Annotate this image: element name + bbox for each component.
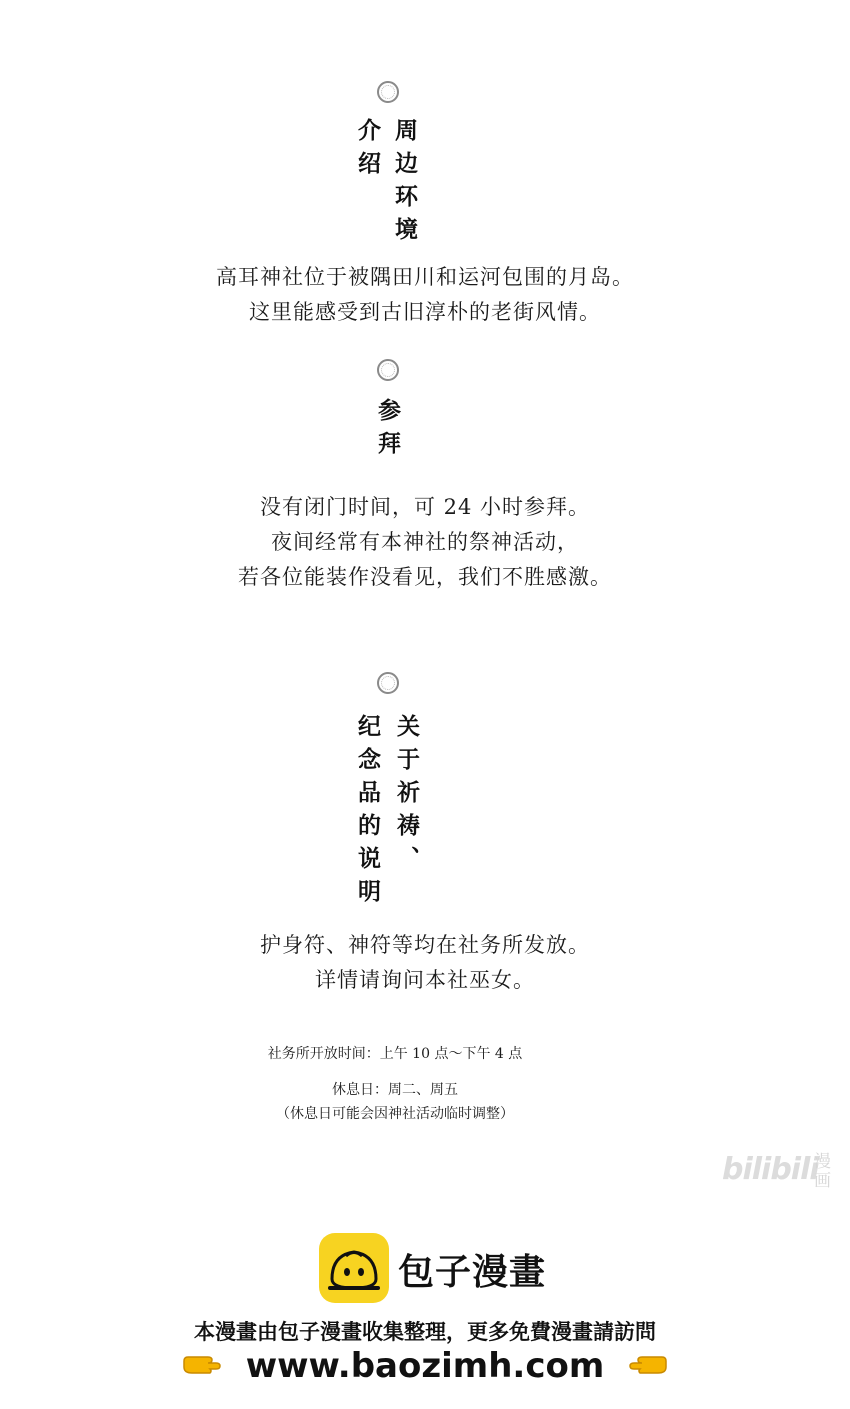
section-heading-column: 周边环境: [391, 118, 417, 250]
section-heading-column: 纪念品的说明: [354, 714, 380, 912]
office-hours: 社务所开放时间：上午 10 点～下午 4 点: [267, 1046, 523, 1062]
body-line: 若各位能装作没看见，我们不胜感激。: [238, 565, 612, 589]
footer-url-row: [0, 1346, 850, 1388]
footer-url-link[interactable]: www.baozimh.com: [245, 1346, 605, 1386]
body-line: 高耳神社位于被隅田川和运河包围的月岛。: [216, 265, 634, 289]
bilibili-watermark: bilibili: [722, 1152, 819, 1187]
pointing-hand-icon: [182, 1348, 222, 1388]
flower-icon: [377, 81, 399, 103]
closed-days-note: （休息日可能会因神社活动临时调整）: [276, 1106, 514, 1122]
section-heading-column: 关于祈祷、: [393, 714, 419, 879]
footer-notice: 本漫畫由包子漫畫收集整理，更多免費漫畫請訪問: [194, 1320, 656, 1344]
body-line: 夜间经常有本神社的祭神活动，: [271, 530, 579, 554]
section-body: [0, 490, 850, 595]
body-line: 没有闭门时间，可 24 小时参拜。: [259, 495, 591, 519]
closed-days: 休息日：周二、周五: [332, 1082, 458, 1098]
flower-icon: [377, 359, 399, 381]
section-body: [0, 928, 850, 998]
body-line: 详情请询问本社巫女。: [315, 968, 535, 992]
brand-name: 包子漫畫: [398, 1252, 547, 1293]
flower-icon: [377, 672, 399, 694]
bun-logo-icon: [319, 1233, 389, 1303]
pointing-hand-icon: [628, 1348, 668, 1388]
body-line: 这里能感受到古旧淳朴的老街风情。: [249, 300, 601, 324]
body-line: 护身符、神符等均在社务所发放。: [260, 933, 590, 957]
section-body: [0, 260, 850, 330]
section-heading-column: 参拜: [374, 398, 400, 464]
bilibili-watermark-sub: 漫画: [814, 1152, 831, 1191]
section-heading-column: 介绍: [354, 118, 380, 184]
